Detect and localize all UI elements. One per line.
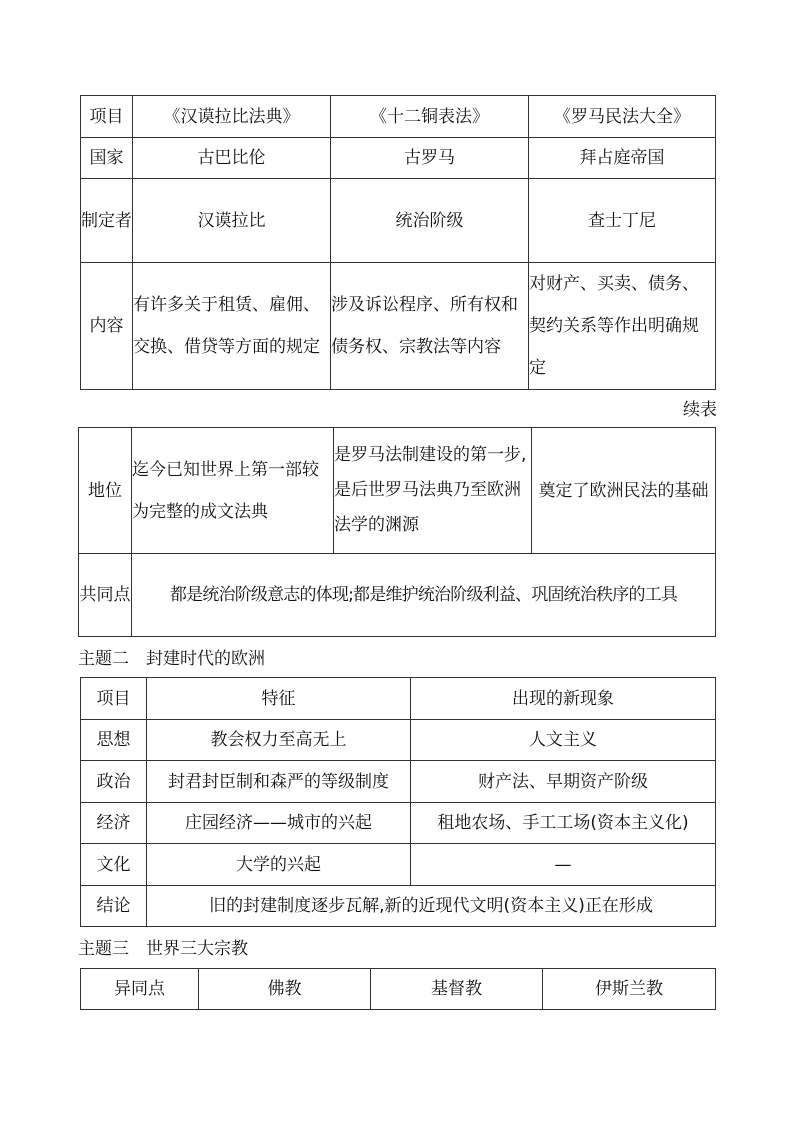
header-cell: 基督教 [371,969,543,1010]
header-cell: 项目 [81,96,133,138]
row-label: 内容 [81,263,133,390]
table-cell: 大学的兴起 [147,844,411,886]
row-label: 共同点 [79,554,132,637]
table-cell: 拜占庭帝国 [529,138,716,179]
table-cell: 奠定了欧洲民法的基础 [532,428,716,554]
table-header-row [81,969,716,1010]
table-cell: 庄园经济——城市的兴起 [147,803,411,844]
table-row [79,428,716,554]
section-title: 主题二 封建时代的欧洲 [78,649,265,669]
table-cell: — [411,844,716,886]
row-label: 政治 [81,761,147,803]
table-header-row [81,96,716,138]
table-cell: 查士丁尼 [529,179,716,263]
header-cell: 项目 [81,678,147,720]
table-cell: 封君封臣制和森严的等级制度 [147,761,411,803]
row-label: 文化 [81,844,147,886]
table-cell: 有许多关于租赁、雇佣、交换、借贷等方面的规定 [133,263,331,390]
table-cell: 古巴比伦 [133,138,331,179]
header-cell: 《罗马民法大全》 [529,96,716,138]
table-cell: 汉谟拉比 [133,179,331,263]
feudal-europe-table [80,677,716,927]
row-label: 思想 [81,720,147,761]
table-row [81,720,716,761]
table-cell: 租地农场、手工工场(资本主义化) [411,803,716,844]
table-row [81,761,716,803]
law-code-table-continued [78,427,716,637]
table-cell: 古罗马 [331,138,529,179]
row-label: 制定者 [81,179,133,263]
header-cell: 《十二铜表法》 [331,96,529,138]
row-label: 地位 [79,428,132,554]
table-cell: 涉及诉讼程序、所有权和债务权、宗教法等内容 [331,263,529,390]
table-cell: 财产法、早期资产阶级 [411,761,716,803]
merged-cell: 都是统治阶级意志的体现;都是维护统治阶级利益、巩固统治秩序的工具 [132,554,716,637]
section-title: 主题三 世界三大宗教 [78,939,248,959]
header-cell: 《汉谟拉比法典》 [133,96,331,138]
law-code-table [80,95,716,390]
table-cell: 统治阶级 [331,179,529,263]
header-cell: 特征 [147,678,411,720]
row-label: 经济 [81,803,147,844]
table-header-row [81,678,716,720]
table-row [79,554,716,637]
continued-label: 续表 [683,400,717,420]
table-cell: 人文主义 [411,720,716,761]
merged-cell: 旧的封建制度逐步瓦解,新的近现代文明(资本主义)正在形成 [147,886,716,927]
world-religions-table [80,968,716,1010]
table-row [81,886,716,927]
table-row [81,803,716,844]
table-row [81,263,716,390]
header-cell: 异同点 [81,969,199,1010]
table-cell: 迄今已知世界上第一部较为完整的成文法典 [132,428,334,554]
header-cell: 出现的新现象 [411,678,716,720]
table-row [81,138,716,179]
row-label: 结论 [81,886,147,927]
table-cell: 是罗马法制建设的第一步,是后世罗马法典乃至欧洲法学的渊源 [334,428,532,554]
table-row [81,179,716,263]
header-cell: 伊斯兰教 [543,969,716,1010]
header-cell: 佛教 [199,969,371,1010]
table-row [81,844,716,886]
row-label: 国家 [81,138,133,179]
table-cell: 教会权力至高无上 [147,720,411,761]
table-cell: 对财产、买卖、债务、契约关系等作出明确规定 [529,263,716,390]
